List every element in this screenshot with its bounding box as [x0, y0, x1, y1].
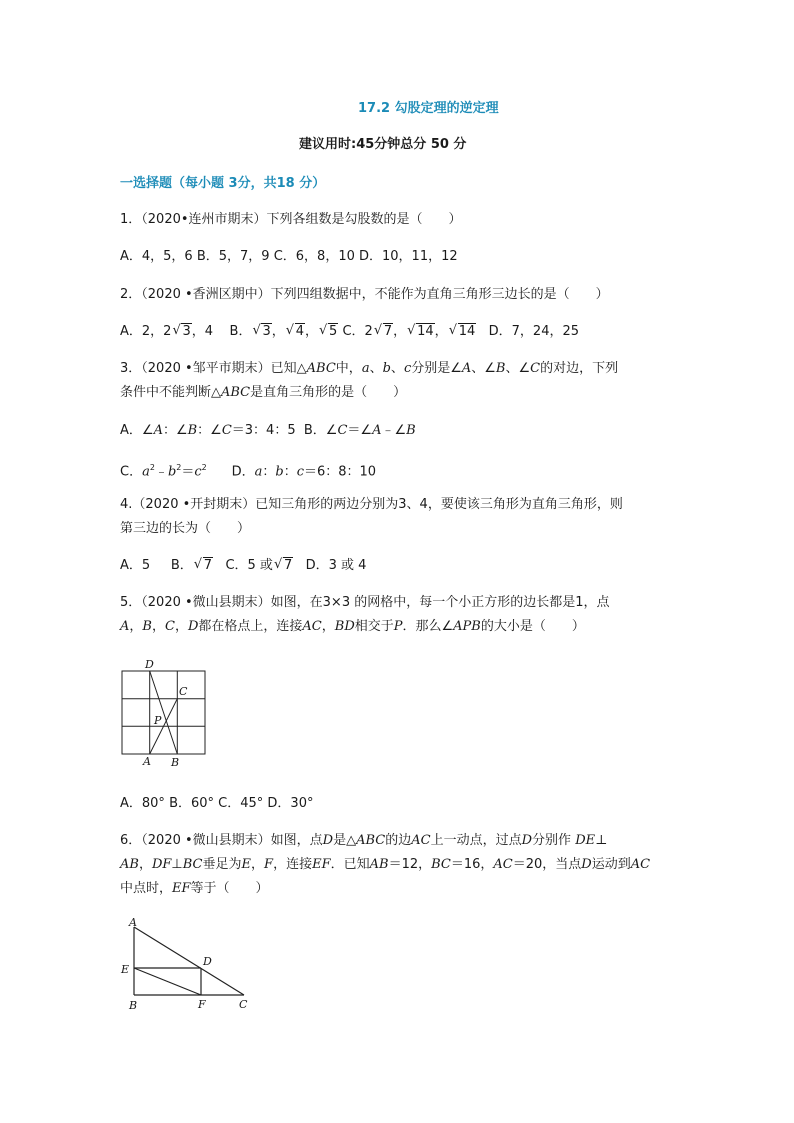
question-6-triangle-figure [115, 913, 260, 1013]
question-5-stem-line2: A，B，C，D都在格点上，连接AC，BD相交于P．那么∠APB的大小是（ ） [120, 619, 585, 634]
question-2-stem: 2．（2020 •香洲区期中）下列四组数据中，不能作为直角三角形三边长的是（ ） [120, 287, 609, 302]
page-title: 17.2 勾股定理的逆定理 [358, 101, 499, 116]
label-f: F [198, 998, 206, 1011]
question-6-stem-line1: 6．（2020 •微山县期末）如图，点D是△ABC的边AC上一动点，过点D分别作 DE⊥ [120, 833, 608, 848]
question-5-options: A．80° B．60° C．45° D．30° [120, 796, 314, 811]
question-1-stem: 1．（2020•连州市期末）下列各组数是勾股数的是（ ） [120, 212, 462, 227]
label-d: D [145, 658, 154, 671]
question-6-stem-line3: 中点时，EF等于（ ） [120, 881, 269, 896]
label-a: A [129, 916, 137, 929]
question-4-stem-line2: 第三边的长为（ ） [120, 521, 251, 536]
page-subtitle: 建议用时:45分钟总分 50 分 [299, 137, 467, 152]
section-heading: 一选择题（每小题 3分，共18 分） [120, 176, 326, 191]
question-3-options-ab: A．∠A：∠B：∠C＝3：4：5 B．∠C＝∠A﹣∠B [120, 423, 416, 438]
question-5-grid-figure [115, 657, 215, 769]
label-d: D [203, 955, 212, 968]
label-a: A [143, 755, 151, 768]
question-4-stem-line1: 4.（2020 •开封期末）已知三角形的两边分别为3、4，要使该三角形为直角三角形，则 [120, 497, 623, 512]
segment-ef [134, 968, 201, 995]
label-b: B [171, 756, 180, 769]
question-1-options: A．4，5，6 B．5，7，9 C．6，8，10 D．10，11，12 [120, 249, 458, 264]
label-c: C [179, 685, 188, 698]
label-e: E [121, 963, 130, 976]
question-5-stem-line1: 5．（2020 •微山县期末）如图，在3×3 的网格中，每一个小正方形的边长都是1，点 [120, 595, 610, 610]
question-2-options: A．2，2√ 3，4 B．√ 3，√ 4，√ 5 C．2√ 7，√ 14，√ 14 D．7，24，25 [120, 323, 579, 341]
triangle-lines [134, 927, 244, 995]
question-3-options-cd: C．$a^2﹣b^2=c^2$ D．a：b：c＝6：8：10 [120, 463, 377, 480]
label-c: C [239, 998, 248, 1011]
question-4-options: A．5 B．√ 7 C．5 或√ 7 D．3 或 4 [120, 557, 366, 575]
question-3-stem-line1: 3．（2020 •邹平市期末）已知△ABC中，a、b、c分别是∠A、∠B、∠C的对边，下列 [120, 361, 619, 376]
question-6-stem-line2: AB，DF⊥BC垂足为E，F，连接EF．已知AB＝12，BC＝16，AC＝20，当点D运动到AC [120, 857, 651, 872]
segment-ac [134, 927, 244, 995]
label-b: B [129, 999, 138, 1012]
grid-lines [122, 671, 205, 754]
label-p: P [154, 714, 162, 727]
question-3-stem-line2: 条件中不能判断△ABC是直角三角形的是（ ） [120, 385, 407, 400]
segment-db [150, 671, 178, 754]
